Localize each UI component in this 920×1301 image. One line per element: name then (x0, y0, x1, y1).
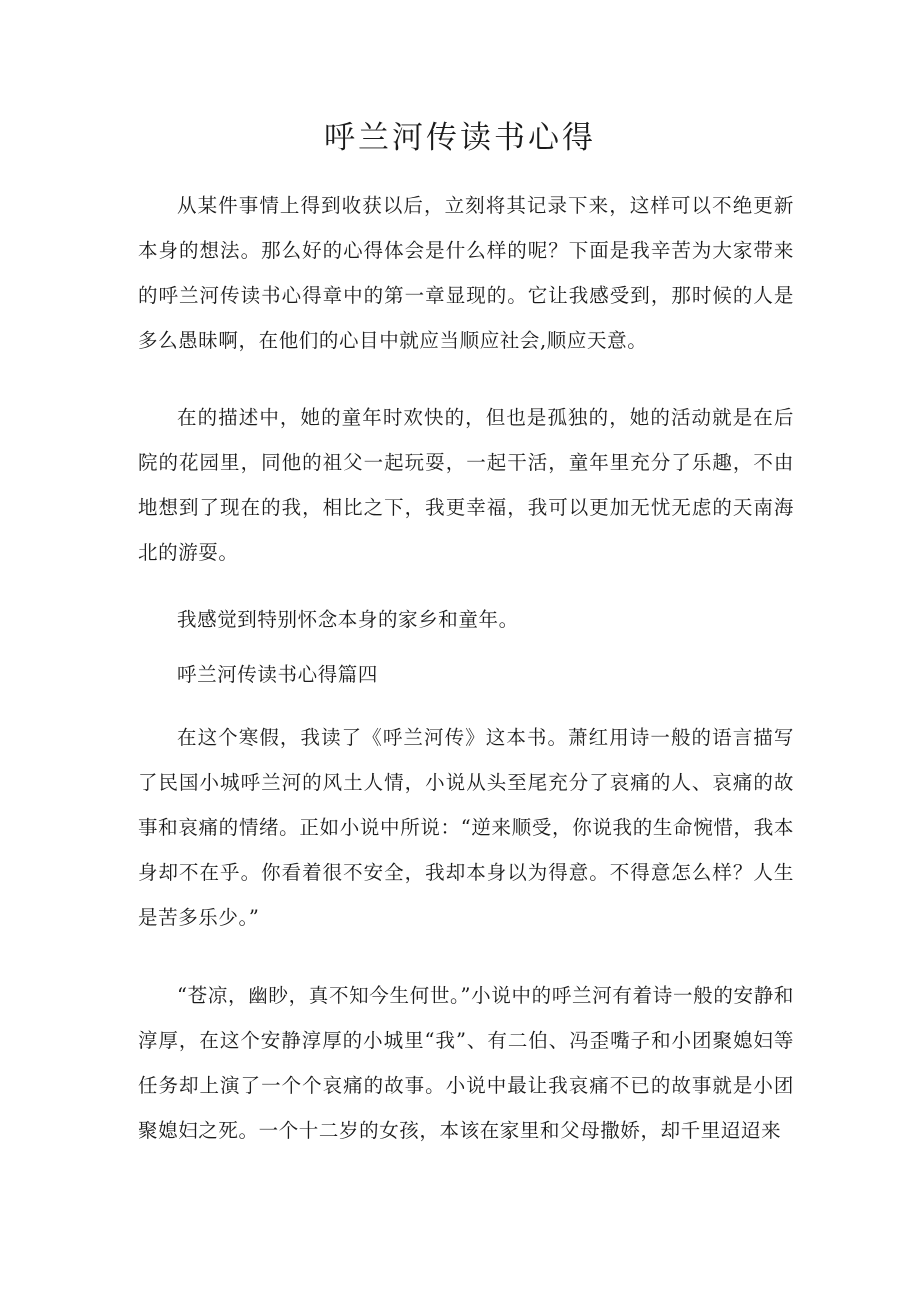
paragraph-quote-story: “苍凉，幽眇，真不知今生何世。”小说中的呼兰河有着诗一般的安静和淳厚，在这个安静淳厚的小城里“我”、有二伯、冯歪嘴子和小团聚媳妇等任务却上演了一个个哀痛的故事。小说中最让我哀痛不已的故事就是小团聚媳妇之死。一个十二岁的女孩，本该在家里和父母撒娇，却千里迢迢来 (138, 984, 794, 1142)
paragraph-intro: 从某件事情上得到收获以后，立刻将其记录下来，这样可以不绝更新本身的想法。那么好的心得体会是什么样的呢？下面是我辛苦为大家带来的呼兰河传读书心得章中的第一章显现的。它让我感受到，那时候的人是多么愚昧啊，在他们的心目中就应当顺应社会,顺应天意。 (138, 194, 794, 352)
paragraph-nostalgia: 我感觉到特别怀念本身的家乡和童年。 (177, 608, 519, 631)
section-heading: 呼兰河传读书心得篇四 (177, 663, 379, 686)
paragraph-childhood: 在的描述中，她的童年时欢快的，但也是孤独的，她的活动就是在后院的花园里，同他的祖父一起玩耍，一起干活，童年里充分了乐趣，不由地想到了现在的我，相比之下，我更幸福，我可以更加无忧无虑的天南海北的游耍。 (138, 406, 794, 564)
document-title: 呼兰河传读书心得 (324, 120, 596, 156)
paragraph-winter-reading: 在这个寒假，我读了《呼兰河传》这本书。萧红用诗一般的语言描写了民国小城呼兰河的风土人情，小说从头至尾充分了哀痛的人、哀痛的故事和哀痛的情绪。正如小说中所说：“逆来顺受，你说我的生命惋惜，我本身却不在乎。你看着很不安全，我却本身以为得意。不得意怎么样？人生是苦多乐少。” (138, 726, 794, 929)
